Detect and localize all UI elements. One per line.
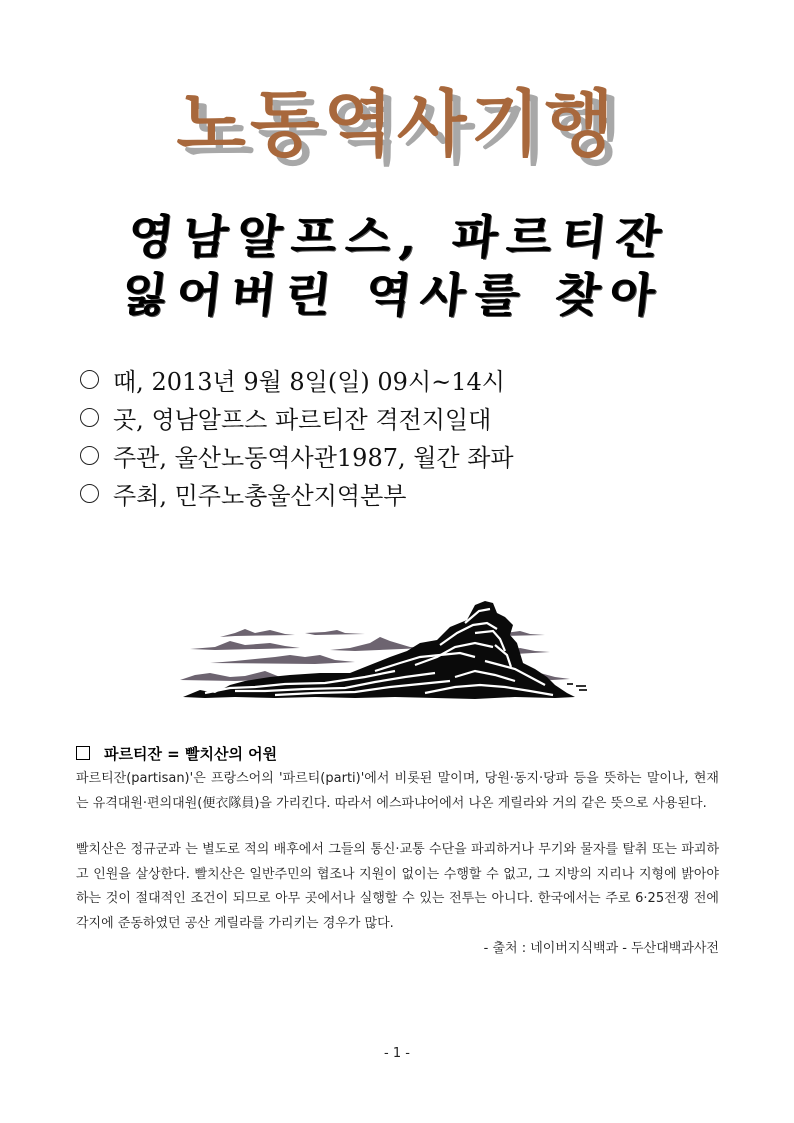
info-item-organizer xyxy=(76,436,514,474)
info-item-host xyxy=(76,474,514,512)
source-citation: - 출처 : 네이버지식백과 - 두산대백과사전 xyxy=(483,941,719,956)
paragraph-2: 빨치산은 정규군과 는 별도로 적의 배후에서 그들의 통신·교통 수단을 파괴하거나 무기와 물자를 탈취 또는 파괴하고 인원을 살상한다. 빨치산은 일반주민의 협조나 지원이 없이는 수행할 수 없고, 그 지방의 지리나 지형에 밝아야 하는 것이 절대적인 조건이 되므로 아무 곳에서나 실행할 수 있는 전투는 아니다. 한국에서는 주로 6·25전쟁 전에 각지에 준동하였던 공산 게릴라를 가리키는 경우가 많다. xyxy=(76,842,719,931)
event-info-list xyxy=(76,360,514,512)
artist-signature xyxy=(567,683,587,691)
section-heading xyxy=(76,742,719,764)
info-item-date xyxy=(76,360,514,398)
mountain-illustration xyxy=(175,585,625,710)
info-text: 주최, 민주노총울산지역본부 xyxy=(113,481,407,510)
subtitle-line-1: 영남알프스, 파르티잔 xyxy=(126,210,674,264)
page-number: - 1 - xyxy=(384,1046,410,1061)
info-text: 때, 2013년 9월 8일(일) 09시~14시 xyxy=(113,367,505,396)
circle-bullet-icon xyxy=(80,484,99,503)
subtitle-line-2: 잃어버린 역사를 찾아 xyxy=(120,268,668,322)
square-bullet-icon xyxy=(76,746,90,760)
info-text: 곳, 영남알프스 파르티잔 격전지일대 xyxy=(113,405,492,434)
circle-bullet-icon xyxy=(80,370,99,389)
partisan-etymology-section xyxy=(76,742,719,961)
paragraph-1: 파르티잔(partisan)'은 프랑스어의 '파르티(parti)'에서 비롯된 말이며, 당원·동지·당파 등을 뜻하는 말이나, 현재는 유격대원·편의대원(便衣隊員)을 가리킨다. 따라서 에스파냐어에서 나온 게릴라와 거의 같은 뜻으로 사용된다. xyxy=(76,771,719,811)
circle-bullet-icon xyxy=(80,446,99,465)
subtitle xyxy=(0,208,794,324)
main-title: 노동역사기행 xyxy=(176,82,618,166)
section-heading-text: 파르티잔 = 빨치산의 어원 xyxy=(104,744,278,763)
info-text: 주관, 울산노동역사관1987, 월간 좌파 xyxy=(113,443,514,472)
circle-bullet-icon xyxy=(80,408,99,427)
info-item-place xyxy=(76,398,514,436)
